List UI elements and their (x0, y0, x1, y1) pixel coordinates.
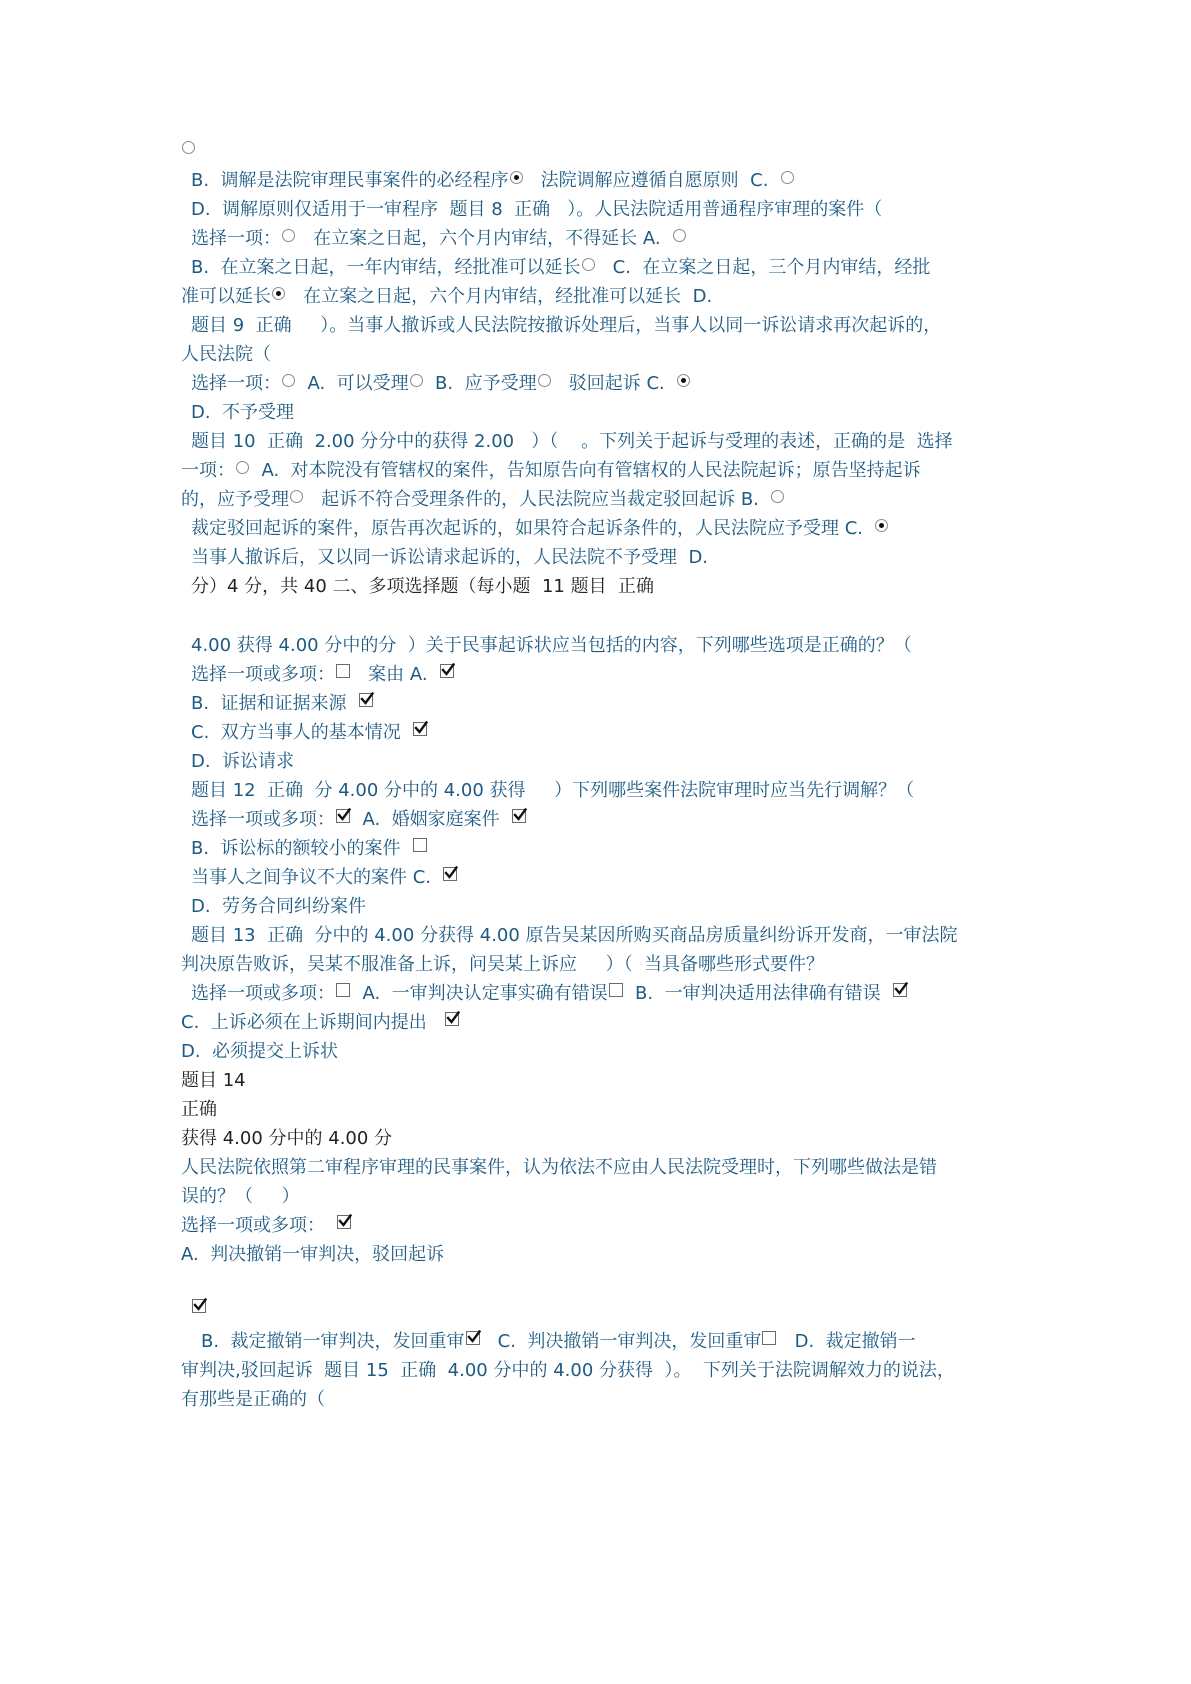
line-text: B. 裁定撤销一审判决，发回重审 (201, 1331, 465, 1352)
line-text: 选择一项或多项： (191, 983, 335, 1004)
line-text: A. 判决撤销一审判决，驳回起诉 (181, 1244, 445, 1265)
line-text: 当事人撤诉后，又以同一诉讼请求起诉的，人民法院不予受理 D. (191, 547, 709, 568)
line-text: 法院调解应遵循自愿原则 C. (523, 170, 780, 191)
line-text: C. 在立案之日起，三个月内审结，经批 (595, 257, 931, 278)
checkbox[interactable] (413, 838, 427, 852)
radio-button[interactable] (290, 490, 303, 503)
text-line (181, 1124, 1031, 1154)
line-text: A. 一审判决认定事实确有错误 (351, 983, 608, 1004)
line-text: A. 对本院没有管辖权的案件，告知原告向有管辖权的人民法院起诉；原告坚持起诉 (250, 460, 921, 481)
text-line (191, 921, 1041, 951)
text-line (181, 340, 1031, 370)
text-line (191, 311, 1041, 341)
line-text: B. 证据和证据来源 (191, 693, 358, 714)
text-line (181, 1095, 1031, 1125)
text-line (191, 805, 1041, 835)
text-line (191, 863, 1041, 893)
radio-button[interactable] (673, 229, 686, 242)
line-text: D. 诉讼请求 (191, 751, 295, 772)
line-text: 题目 10 正确 2.00 分分中的获得 2.00 ）（ 。下列关于起诉与受理的表述，正确的是 选择 (191, 431, 953, 452)
line-text: C. 判决撤销一审判决，发回重审 (480, 1331, 762, 1352)
line-text: 误的？（ ） (181, 1186, 300, 1207)
line-text: 判决原告败诉，吴某不服准备上诉，问吴某上诉应 ）（ 当具备哪些形式要件？ (181, 954, 825, 975)
checkbox-checked[interactable] (466, 1331, 480, 1345)
line-text: 题目 9 正确 ）。当事人撤诉或人民法院按撤诉处理后，当事人以同一诉讼请求再次起诉的， (191, 315, 942, 336)
line-text: 题目 14 (181, 1070, 246, 1091)
line-text: 准可以延长 (181, 286, 271, 307)
text-line (191, 631, 1041, 661)
checkbox-checked[interactable] (192, 1299, 206, 1313)
text-line (191, 689, 1041, 719)
line-text: 的，应予受理 (181, 489, 289, 510)
text-line (201, 1327, 1051, 1357)
line-text: 审判决,驳回起诉 题目 15 正确 4.00 分中的 4.00 分获得 ）。 下列关于法院调解效力的说法， (181, 1360, 955, 1381)
text-line (181, 1153, 1031, 1183)
text-line (191, 253, 1041, 283)
radio-button[interactable] (582, 258, 595, 271)
text-line (191, 427, 1041, 457)
text-line (181, 950, 1031, 980)
text-line (181, 456, 1031, 486)
line-text: 题目 12 正确 分 4.00 分中的 4.00 获得 ）下列哪些案件法院审理时应当先行调解？（ (191, 780, 915, 801)
checkbox-checked[interactable] (443, 867, 457, 881)
text-line (191, 718, 1041, 748)
text-line (191, 747, 1041, 777)
text-line (181, 1385, 1031, 1415)
text-line (181, 136, 1031, 166)
line-text: B. 一审判决适用法律确有错误 (623, 983, 893, 1004)
text-line (191, 195, 1041, 225)
line-text: D. 劳务合同纠纷案件 (191, 896, 367, 917)
radio-button[interactable] (236, 461, 249, 474)
text-line (181, 1037, 1031, 1067)
line-text: 选择一项或多项： (191, 809, 335, 830)
text-line (191, 892, 1041, 922)
line-text: 选择一项： (191, 373, 281, 394)
checkbox-checked[interactable] (413, 722, 427, 736)
text-line (191, 166, 1041, 196)
line-text: 获得 4.00 分中的 4.00 分 (181, 1128, 393, 1149)
checkbox-checked[interactable] (336, 809, 350, 823)
checkbox[interactable] (762, 1331, 776, 1345)
text-line (191, 514, 1041, 544)
text-line (181, 1182, 1031, 1212)
line-text: D. 不予受理 (191, 402, 295, 423)
line-text: 题目 13 正确 分中的 4.00 分获得 4.00 原告吴某因所购买商品房质量纠纷诉开发商，一审法院 (191, 925, 958, 946)
line-text: 选择一项或多项： (191, 664, 335, 685)
line-text: A. 婚姻家庭案件 (351, 809, 512, 830)
line-text: D. 调解原则仅适用于一审程序 题目 8 正确 ）。人民法院适用普通程序审理的案件（ (191, 199, 883, 220)
line-text: D. 必须提交上诉状 (181, 1041, 339, 1062)
radio-button[interactable] (182, 141, 195, 154)
line-text: C. 上诉必须在上诉期间内提出 (181, 1012, 444, 1033)
line-text: 有那些是正确的（ (181, 1389, 325, 1410)
line-text: D. 裁定撤销一 (777, 1331, 916, 1352)
text-line (181, 1066, 1031, 1096)
radio-button[interactable] (282, 229, 295, 242)
line-text: B. 在立案之日起，一年内审结，经批准可以延长 (191, 257, 581, 278)
text-line (191, 572, 1041, 602)
text-line (181, 485, 1031, 515)
checkbox-checked[interactable] (337, 1215, 351, 1229)
line-text: 案由 A. (351, 664, 440, 685)
radio-button[interactable] (781, 171, 794, 184)
line-text: 正确 (181, 1099, 217, 1120)
line-text: 人民法院依照第二审程序审理的民事案件，认为依法不应由人民法院受理时，下列哪些做法是错 (181, 1157, 937, 1178)
line-text: 4.00 获得 4.00 分中的分 ）关于民事起诉状应当包括的内容，下列哪些选项是正确的？（ (191, 635, 912, 656)
text-line (191, 1295, 1041, 1325)
line-text: C. 双方当事人的基本情况 (191, 722, 413, 743)
line-text: 分）4 分，共 40 二、多项选择题（每小题 11 题目 正确 (191, 576, 655, 597)
text-line (181, 1211, 1031, 1241)
checkbox[interactable] (336, 983, 350, 997)
line-text: 在立案之日起，六个月内审结，不得延长 A. (296, 228, 673, 249)
radio-button[interactable] (771, 490, 784, 503)
line-text: 当事人之间争议不大的案件 C. (191, 867, 443, 888)
radio-button[interactable] (410, 374, 423, 387)
line-text: 起诉不符合受理条件的，人民法院应当裁定驳回起诉 B. (304, 489, 771, 510)
line-text: 选择一项或多项： (181, 1215, 337, 1236)
checkbox-checked[interactable] (512, 809, 526, 823)
text-line (181, 1240, 1031, 1270)
text-line (191, 660, 1041, 690)
checkbox-checked[interactable] (445, 1012, 459, 1026)
line-text: 驳回起诉 C. (551, 373, 677, 394)
line-text: 人民法院（ (181, 344, 271, 365)
text-line (181, 1008, 1031, 1038)
text-line (181, 282, 1031, 312)
text-line (181, 1356, 1031, 1386)
radio-button[interactable] (282, 374, 295, 387)
line-text: 在立案之日起，六个月内审结，经批准可以延长 D. (286, 286, 713, 307)
line-text: 裁定驳回起诉的案件，原告再次起诉的，如果符合起诉条件的，人民法院应予受理 C. (191, 518, 875, 539)
text-line (191, 979, 1041, 1009)
checkbox-checked[interactable] (893, 983, 907, 997)
radio-button-selected[interactable] (272, 287, 285, 300)
text-line (191, 369, 1041, 399)
line-text: B. 调解是法院审理民事案件的必经程序 (191, 170, 509, 191)
checkbox-checked[interactable] (359, 693, 373, 707)
checkbox[interactable] (609, 983, 623, 997)
radio-button-selected[interactable] (510, 171, 523, 184)
line-text: 选择一项： (191, 228, 281, 249)
line-text: B. 诉讼标的额较小的案件 (191, 838, 412, 859)
text-line (191, 834, 1041, 864)
checkbox[interactable] (336, 664, 350, 678)
radio-button-selected[interactable] (677, 374, 690, 387)
text-line (191, 776, 1041, 806)
radio-button-selected[interactable] (875, 519, 888, 532)
line-text: 一项： (181, 460, 235, 481)
text-line (191, 224, 1041, 254)
checkbox-checked[interactable] (440, 664, 454, 678)
text-line (191, 398, 1041, 428)
text-line (191, 543, 1041, 573)
radio-button[interactable] (538, 374, 551, 387)
line-text: A. 可以受理 (296, 373, 409, 394)
line-text: B. 应予受理 (423, 373, 537, 394)
